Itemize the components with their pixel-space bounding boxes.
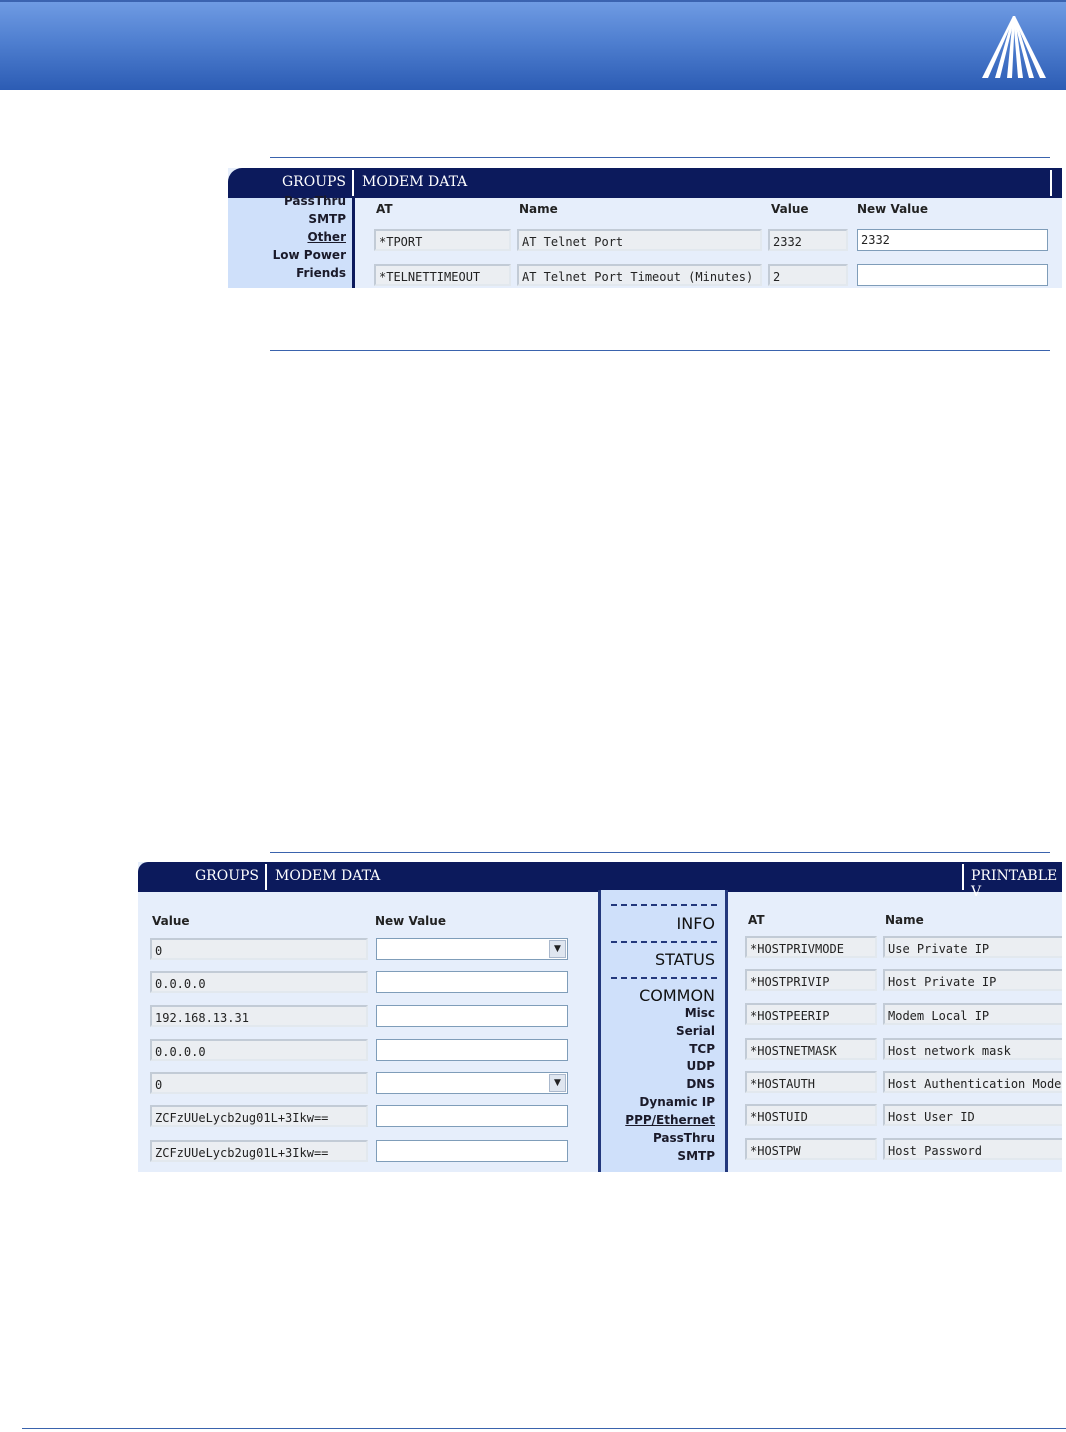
group-item-low-power[interactable]: Low Power	[272, 248, 346, 262]
figure-rule-top	[270, 157, 1050, 158]
column-header-name: Name	[885, 913, 924, 927]
menu-item-smtp[interactable]: SMTP	[677, 1149, 715, 1163]
menu-item-ppp-ethernet[interactable]: PPP/Ethernet	[625, 1113, 715, 1127]
at-command-field: *TPORT	[374, 229, 511, 251]
bottom-screenshot	[138, 862, 1062, 1172]
menu-item-tcp[interactable]: TCP	[689, 1042, 715, 1056]
at-command-field: *HOSTPRIVMODE	[745, 936, 877, 958]
groups-label[interactable]: GROUPS	[282, 174, 347, 190]
new-value-input[interactable]	[376, 1105, 568, 1127]
new-value-input[interactable]	[376, 1005, 568, 1027]
top-navbar	[228, 168, 1062, 198]
setting-name-field: Host Private IP	[883, 969, 1062, 991]
current-value-field: 0	[150, 1072, 368, 1094]
setting-name-field: Host User ID	[883, 1104, 1062, 1126]
menu-item-serial[interactable]: Serial	[675, 1024, 715, 1038]
at-command-field: *HOSTPW	[745, 1138, 877, 1160]
at-command-field: *HOSTUID	[745, 1104, 877, 1126]
menu-divider	[611, 941, 717, 943]
menu-item-dns[interactable]: DNS	[686, 1077, 715, 1091]
menu-item-dynamic-ip[interactable]: Dynamic IP	[639, 1095, 715, 1109]
figure-rule-top	[270, 852, 1050, 853]
at-command-field: *HOSTPRIVIP	[745, 969, 877, 991]
nav-separator	[1050, 170, 1052, 196]
chevron-down-icon[interactable]: ▼	[549, 940, 566, 958]
at-command-field: *TELNETTIMEOUT	[374, 264, 511, 286]
bottom-navbar	[138, 862, 1062, 900]
setting-name-field: AT Telnet Port	[517, 229, 762, 251]
nav-separator	[962, 864, 964, 890]
menu-divider	[611, 977, 717, 979]
new-value-input[interactable]	[857, 264, 1048, 286]
new-value-input[interactable]	[376, 971, 568, 993]
figure-rule-bottom	[270, 350, 1050, 351]
column-header-at: AT	[376, 202, 393, 216]
new-value-input[interactable]	[376, 1140, 568, 1162]
at-command-field: *HOSTNETMASK	[745, 1038, 877, 1060]
header-banner	[0, 0, 1066, 90]
menu-divider	[611, 904, 717, 906]
groups-sidebar	[228, 194, 355, 288]
setting-name-field: Use Private IP	[883, 936, 1062, 958]
settings-menu	[598, 890, 728, 1172]
current-value-field: 0.0.0.0	[150, 971, 368, 993]
group-item-other[interactable]: Other	[307, 230, 346, 244]
current-value-field: 0	[150, 938, 368, 960]
modem-data-label[interactable]: MODEM DATA	[275, 868, 381, 884]
column-header-at: AT	[748, 913, 765, 927]
column-header-value: Value	[771, 202, 809, 216]
setting-name-field: Host network mask	[883, 1038, 1062, 1060]
top-screenshot	[228, 168, 1062, 288]
menu-item-misc[interactable]: Misc	[684, 1006, 715, 1020]
menu-item-udp[interactable]: UDP	[686, 1059, 715, 1073]
nav-separator	[352, 170, 354, 196]
page-footer-rule	[22, 1428, 1066, 1429]
menu-status[interactable]: STATUS	[654, 950, 715, 969]
group-item-friends[interactable]: Friends	[296, 266, 346, 280]
group-item-smtp[interactable]: SMTP	[308, 212, 346, 226]
current-value-field: 2	[768, 264, 848, 286]
setting-name-field: Host Authentication Mode	[883, 1071, 1062, 1093]
current-value-field: ZCFzUUeLycb2ug01L+3Ikw==	[150, 1140, 368, 1162]
antenna-rays-icon	[978, 14, 1048, 80]
current-value-field: 0.0.0.0	[150, 1039, 368, 1061]
new-value-select[interactable]	[376, 1072, 568, 1094]
current-value-field: 192.168.13.31	[150, 1005, 368, 1027]
column-header-new-value: New Value	[375, 914, 446, 928]
setting-name-field: AT Telnet Port Timeout (Minutes)	[517, 264, 762, 286]
current-value-field: 2332	[768, 229, 848, 251]
modem-data-label[interactable]: MODEM DATA	[362, 174, 468, 190]
new-value-input[interactable]: 2332	[857, 229, 1048, 251]
chevron-down-icon[interactable]: ▼	[549, 1074, 566, 1092]
menu-common[interactable]: COMMON	[639, 986, 715, 1005]
groups-label[interactable]: GROUPS	[195, 868, 260, 884]
current-value-field: ZCFzUUeLycb2ug01L+3Ikw==	[150, 1105, 368, 1127]
at-command-field: *HOSTAUTH	[745, 1071, 877, 1093]
setting-name-field: Modem Local IP	[883, 1003, 1062, 1025]
setting-name-field: Host Password	[883, 1138, 1062, 1160]
new-value-select[interactable]	[376, 938, 568, 960]
at-command-field: *HOSTPEERIP	[745, 1003, 877, 1025]
column-header-value: Value	[152, 914, 190, 928]
column-header-name: Name	[519, 202, 558, 216]
new-value-input[interactable]	[376, 1039, 568, 1061]
nav-separator	[265, 864, 267, 890]
group-item-passthru[interactable]: PassThru	[283, 194, 346, 208]
printable-view-label[interactable]: PRINTABLE V	[971, 868, 1058, 900]
menu-item-passthru[interactable]: PassThru	[652, 1131, 715, 1145]
menu-info[interactable]: INFO	[676, 914, 715, 933]
column-header-new-value: New Value	[857, 202, 928, 216]
